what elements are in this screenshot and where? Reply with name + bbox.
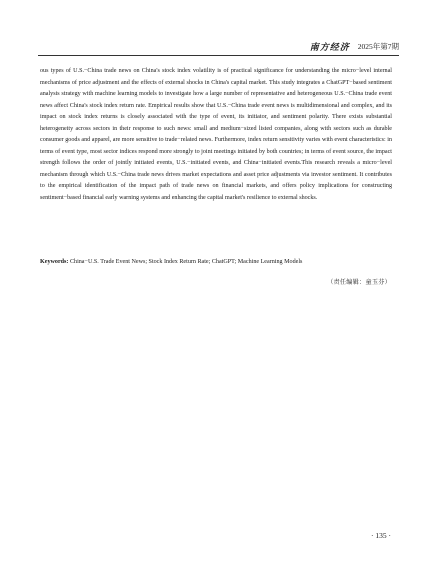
abstract-paragraph: ous types of U.S.−China trade news on China's stock index volatility is of practical significance for understanding the micro−level internal mechanisms of price adjustment and the effects of external shocks in China's capital market. This study integrates a ChatGPT−based sentiment analysis strategy with machine learning models to investigate how a large number of representative and heterogeneous U.S.−China trade event news affect China's stock index return rate. Empirical results show that U.S.−China trade event news is multidimensional and complex, and its impact on stock index returns is closely associated with the type of event, its initiator, and sentiment polarity. There exists substantial heterogeneity across sectors in their response to such news: small and medium−sized listed companies, along with sectors such as durable consumer goods and apparel, are more sensitive to trade−related news. Furthermore, index return sensitivity varies with event characteristics: in terms of event type, most sector indices respond more strongly to joint meetings initiated by both countries; in terms of event source, the impact strength follows the order of jointly initiated events, U.S.−initiated events, and China−initiated events.This research reveals a micro−level mechanism through which U.S.−China trade news drives market expectations and asset price adjustments via investor sentiment. It contributes to the empirical identification of the impact path of trade news on financial markets, and offers policy implications for constructing sentiment−based financial early warning systems and enhancing the capital market's resilience to external shocks.	[40, 68, 392, 201]
issue-label: 2025年第7期	[357, 42, 399, 51]
journal-name: 南方经济	[309, 42, 350, 52]
keywords-line	[40, 257, 392, 268]
editor-note: （责任编辑：童玉芬）	[327, 279, 391, 286]
running-header	[290, 40, 399, 53]
keywords-text: China−U.S. Trade Event News; Stock Index Return Rate; ChatGPT; Machine Learning Models	[68, 259, 303, 265]
header-divider	[38, 55, 399, 56]
page-number: · 135 ·	[371, 531, 391, 540]
keywords-label: Keywords:	[40, 259, 69, 265]
